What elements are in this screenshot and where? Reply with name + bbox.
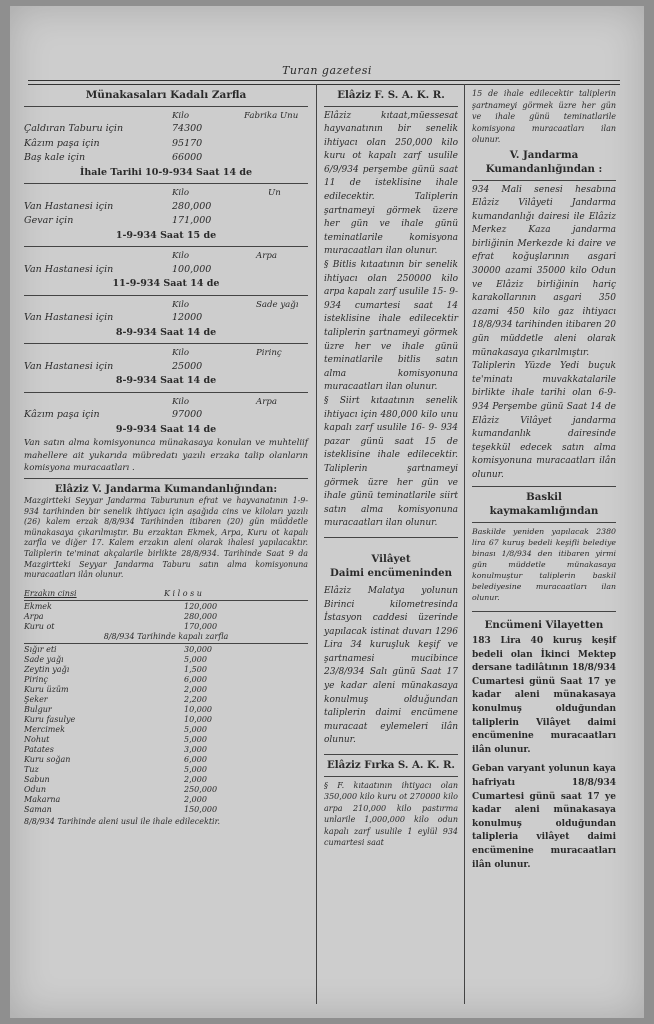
closing-paragraph: Van satın alma komisyonunca münakasaya konulan ve muhteliif mahellere ait yukarıda mübredatı yazılı erzaka talip olanların komisyona muracaatları . — [24, 438, 308, 473]
table-2: Kilo Un Van Hastanesi için 280,000 Gevar için 171,000 1-9-934 Saat 15 de — [24, 187, 308, 243]
notice-paragraph: § F. kıtaatının ihtiyacı olan 350,000 kilo kuru ot 270000 kilo arpa 210,000 kilo pastırma unlarile 1,000,000 kilo odun kapalı zarf usulile 1 eylül 934 cumartesi saat — [324, 780, 458, 848]
notice-paragraph: 183 Lira 40 kuruş keşif bedeli olan İkinci Mektep dersane tadilâtının 18/8/934 Cumartesi günü Saat 17 ye kadar aleni münakasaya konulmuş olduğundan taliplerin Vilâyet daimi encümenine muracaatları ilân olunur. — [472, 636, 616, 755]
auction-date: 11-9-934 Saat 14 de — [112, 278, 220, 289]
newspaper-title: Turan gazetesi — [282, 64, 372, 77]
table-row: Van Hastanesi için 280,000 — [24, 200, 212, 212]
auction-date: 8-9-934 Saat 14 de — [115, 375, 217, 386]
section-title: Baskil kaymakamlığından — [489, 490, 599, 518]
header-rule — [28, 80, 620, 81]
provisions-table — [24, 589, 308, 827]
table-row: Patates 3,000 — [24, 744, 207, 754]
column-3 — [472, 88, 616, 872]
table-6: Kilo Arpa Kâzım paşa için 97000 9-9-934 Saat 14 de — [24, 396, 308, 438]
col-header-item: Fabrika Unu — [244, 110, 299, 121]
table-row: Gevar için 171,000 — [24, 215, 212, 226]
table-row: Çaldıran Taburu için 74300 — [24, 123, 203, 134]
section-subtitle: Daimi encümeninden — [330, 567, 452, 580]
auction-date: İhale Tarihi 10-9-934 Saat 14 de — [79, 166, 253, 178]
table-row: Van Hastanesi için 100,000 — [24, 263, 212, 275]
notice-paragraph: Elâziz kıtaat,müessesat hayvanatının bir senelik ihtiyacı olan 250,000 kilo kuru ot kapalı zarf usulile 6/9/934 perşembe günü saat 11 de isteklisine ihale edilecektir. Taliplerin şartnameyi görmek üzere her gün ve ihale günü teminatlarile komisyona muracaatları ilan olunur. — [324, 110, 458, 257]
table-3: Kilo Arpa Van Hastanesi için 100,000 11-9-934 Saat 14 de — [24, 250, 308, 292]
section-title: V. Jandarma Kumandanlığından : — [485, 148, 603, 175]
table-row: Kâzım paşa için 95170 — [24, 137, 203, 149]
col-header-kilos: K i l o s u — [164, 588, 202, 598]
notice-paragraph: Taliplerin Yüzde Yedi buçuk te'minatı muvakkatalarile birlikte ihale tarihi olan 6-9-934 Perşembe günü Saat 14 de Elâziz Vilâyet jandarma kumandanlık dairesinde teşekkül edecek satın alma komisyonuna muracaatları ilân olunur. — [472, 361, 616, 480]
table-row: Mercimek 5,000 — [24, 724, 207, 734]
table-5: Kilo Pirinç Van Hastanesi için 25000 8-9-934 Saat 14 de — [24, 347, 308, 389]
column-divider-2 — [464, 84, 465, 1004]
col-header-type: Erzakın cinsi — [24, 588, 77, 598]
column-2 — [324, 88, 458, 849]
notice-paragraph: § Siirt kıtaatının senelik ihtiyacı için 480,000 kilo unu kapalı zarf usulile 16- 9- 934 pazar günü saat 15 de isteklisine ihale edilecektir. Taliplerin şartnameyi görmek üzre her gün ve ihale günü teminatlarile siirt satın alma komisyonuna muracaatları ilan olunur. — [324, 395, 458, 529]
table-4: Kilo Sade yağı Van Hastanesi için 12000 8-9-934 Saat 14 de — [24, 299, 308, 341]
table-row: Nohut 5,000 — [24, 734, 207, 744]
section-title: Vilâyet — [371, 552, 411, 565]
table-row: Kuru fasulye 10,000 — [24, 714, 212, 724]
jandarma-paragraph: Mazgirtteki Seyyar Jandarma Taburunun efrat ve hayvanatının 1-9-934 tarihinden bir senelik ihtiyacı için aşağıda cins ve kiloları yazılı (26) kalem erzak 8/8/934 Tarihinden itibaren (20) gün müddetle münakasaya çıkarılmıştır. Bu erzaktan Ekmek, Arpa, Kuru ot kapalı zarfla ve diğer 17. Kalem erzakın aleni olarak ihalesi yapılacaktır. Taliplerin te'minat akçalarile birlikte 28/8/934. Tarihinde Saat 9 da Mazgirtteki Seyyar Jandarma Taburu satın alma komisyonuna muracaatları ilân olunur. — [24, 496, 308, 580]
auction-date: 1-9-934 Saat 15 de — [115, 229, 217, 241]
table-row: Kuru soğan 6,000 — [24, 754, 207, 764]
provisions-note: 8/8/934 Tarihinde aleni usul ile ihale edilecektir. — [24, 816, 221, 826]
table-row: Makarna 2,000 — [24, 794, 207, 804]
section-title: Encümeni Vilayetten — [484, 618, 604, 631]
jandarma-title: Elâziz V. Jandarma Kumandanlığından: — [54, 482, 278, 495]
auction-title: Münakasaları Kadalı Zarfla — [85, 89, 247, 101]
notice-paragraph: Elâziz Malatya yolunun Birinci kilometresinda İstasyon caddesi üzerinde yapılacak istinat duvarı 1296 Lira 34 kuruşluk keşif ve şartnamesi mucibince 23/8/934 Salı günü Saat 17 ye kadar aleni münakasaya konulmuş olduğundan taliplerin daimi encümene muracaat eylemeleri ilân olunur. — [324, 585, 458, 746]
header-rule-thin — [28, 84, 620, 85]
table-row: Odun 250,000 — [24, 784, 218, 794]
table-row: Tuz 5,000 — [24, 764, 207, 774]
column-1 — [24, 88, 308, 827]
table-row: Kâzım paşa için 97000 — [24, 409, 203, 420]
table-row: Van Hastanesi için 25000 — [24, 360, 203, 372]
table-row: Zeytin yağı 1,500 — [24, 664, 207, 674]
table-row: Şeker 2,200 — [24, 694, 207, 704]
table-row: Arpa 280,000 — [24, 611, 218, 621]
auction-date: 8-9-934 Saat 14 de — [115, 326, 217, 338]
table-1 — [24, 110, 308, 181]
notice-paragraph: Geban varyant yolunun kaya hafriyatı 18/8/934 Cumartesi günü saat 17 ye kadar aleni münakasaya konulmuş olduğundan talipleria vilâyet daimi encümenine muracaatları ilân olunur. — [472, 764, 616, 870]
table-row: Bulgur 10,000 — [24, 704, 212, 714]
table-row: Sabun 2,000 — [24, 774, 207, 784]
table-row: Ekmek 120,000 — [24, 601, 218, 611]
auction-date: 9-9-934 Saat 14 de — [115, 423, 217, 435]
notice-paragraph: § Bitlis kıtaatının bir senelik ihtiyacı olan 250000 kilo arpa kapalı zarf usulile 15- 9- 934 cumartesi saat 14 isteklisine ihale edilecektir taliplerin şartnameyi görmek üzre her ve ihale günü teminatlarile bitlis satın alma komisyonuna muracaatları ilan olunur. — [324, 260, 458, 393]
table-row: Van Hastanesi için 12000 — [24, 312, 203, 323]
column-divider-1 — [316, 84, 317, 1004]
table-row: Pirinç 6,000 — [24, 674, 207, 684]
notice-paragraph: Baskilde yeniden yapılacak 2380 lira 67 kuruş bedeli keşifli belediye binası 1/8/934 den itibaren yirmi gün müddetle münakasaya konulmuştur taliplerin baskil belediyesine muracaatları ilan olunur. — [472, 526, 616, 602]
section-title: Elâziz Fırka S. A. K. R. — [327, 759, 455, 772]
provisions-note: 8/8/934 Tarihinde kapalı zarfla — [103, 631, 229, 641]
table-row: Baş kale için 66000 — [24, 152, 203, 163]
section-title: Elâziz F. S. A. K. R. — [337, 89, 445, 101]
table-row: Sade yağı 5,000 — [24, 654, 207, 664]
table-row: Saman 150,000 — [24, 804, 218, 814]
notice-paragraph: 15 de ihale edilecektir taliplerin şartnameyi görmek üzre her gün ve ihale günü teminatlarile komisyona muracaatları ilan olunur. — [472, 89, 616, 144]
notice-paragraph: 934 Mali senesi hesabına Elâziz Vilâyeti Jandarma kumandanlığı dairesi ile Elâziz Merkez Kaza jandarma birliğinin Merkezde ki daire ve efrat koğuşlarının asgari 30000 azami 35000 kilo Odun ve Elâziz birliğinin hariç karakollarının asgari 350 azami 450 kilo gaz ihtiyacı 18/8/934 tarihinden itibaren 20 gün müddetle aleni olarak münakasaya çıkarılmıştır. — [472, 184, 616, 358]
col-header-kilo: Kilo — [172, 110, 190, 121]
table-row: Kuru üzüm 2,000 — [24, 684, 207, 694]
table-row: Kuru ot 170,000 — [24, 621, 218, 631]
table-row: Sığır eti 30,000 — [24, 644, 212, 654]
